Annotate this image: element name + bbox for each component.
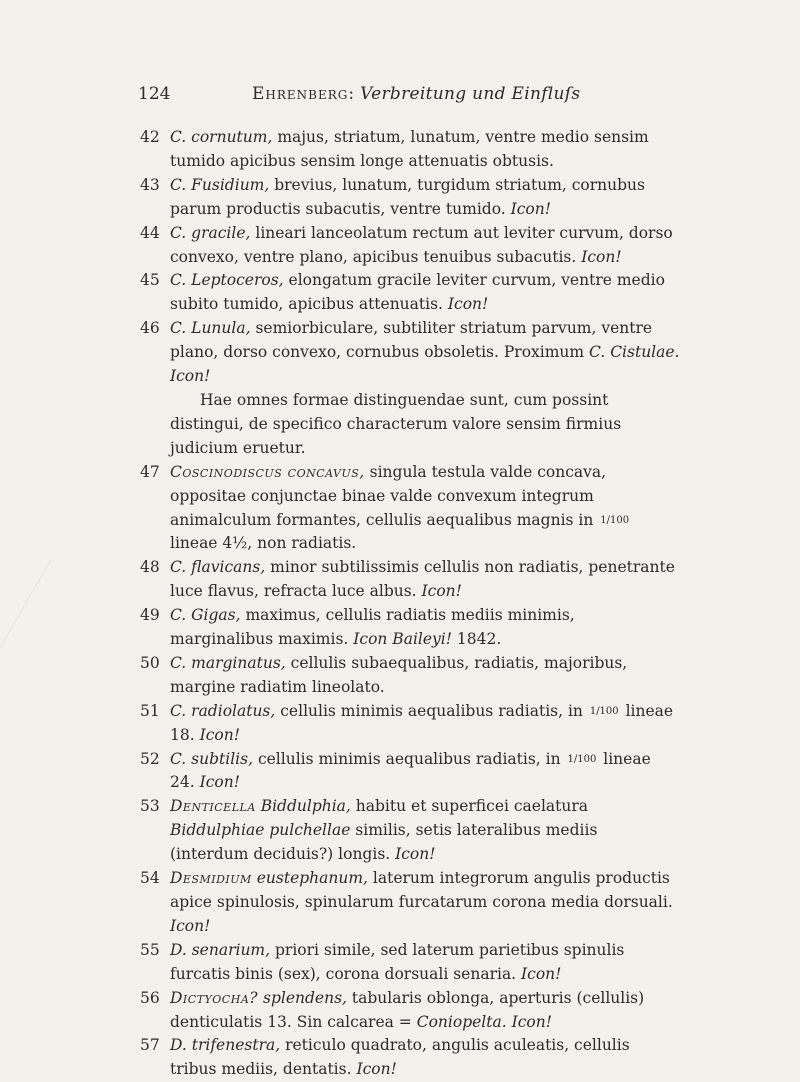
header-author: Ehrenberg [252,84,349,104]
entry-43: 43 C. Fusidium, brevius, lunatum, turgidum striatum, cornubus parum productis subacutis, ventre tumido. Icon! [140,175,645,218]
entry-51: 51 C. radiolatus, cellulis minimis aequalibus radiatis, in 1/100 lineae 18. Icon! [140,701,674,744]
entry-53: 53 Denticella Biddulphia, habitu et superficei caelatura Biddulphiae pulchellae similis, setis lateralibus mediis (interdum deciduis?) longis. Icon! [140,797,598,864]
entry-57: 57 D. trifenestra, reticulo quadrato, angulis aculeatis, cellulis tribus mediis, dentatis. Icon! [140,1036,630,1079]
entry-50: 50 C. marginatus, cellulis subaequalibus, radiatis, majoribus, margine radiatim lineolato. [140,653,628,696]
entry-46: 46 C. Lunula, semiorbiculare, subtiliter striatum parvum, ventre plano, dorso convexo, cornubus obsoletis. Proximum C. Cistulae. Icon! [140,319,680,386]
entry-55: 55 D. senarium, priori simile, sed laterum parietibus spinulis furcatis binis (sex), corona dorsuali senaria. Icon! [140,940,625,983]
remark-paragraph: Hae omnes formae distinguendae sunt, cum possint distingui, de specifico characterum valore sensim firmius judicium eruetur. [170,390,622,457]
species-list [140,126,680,1082]
entry-47: 47 Coscinodiscus concavus, singula testula valde concava, oppositae conjunctae binae valde convexum integrum animalculum formantes, cellulis aequalibus magnis in 1/100 lineae 4½, non radiatis. [140,462,630,553]
entry-52: 52 C. subtilis, cellulis minimis aequalibus radiatis, in 1/100 lineae 24. Icon! [140,749,651,792]
entry-44: 44 C. gracile, lineari lanceolatum rectum aut leviter curvum, dorso convexo, ventre plano, apicibus tenuibus subacutis. Icon! [140,223,673,266]
entry-54: 54 Desmidium eustephanum, laterum integrorum angulis productis apice spinulosis, spinularum furcatarum corona media dorsuali. Icon! [140,869,673,935]
entry-42: 42 C. cornutum, majus, striatum, lunatum, ventre medio sensim tumido apicibus sensim longe attenuatis obtusis. [140,128,649,170]
entry-56: 56 Dictyocha? splendens, tabularis oblonga, aperturis (cellulis) denticulatis 13. Sin calcarea = Coniopelta. Icon! [140,988,645,1031]
header-separator: : [348,84,361,104]
entry-48: 48 C. flavicans, minor subtilissimis cellulis non radiatis, penetrante luce flavus, refracta luce albus. Icon! [140,558,675,601]
entry-45: 45 C. Leptoceros, elongatum gracile leviter curvum, ventre medio subito tumido, apicibus attenuatis. Icon! [140,271,665,314]
running-header [252,84,580,104]
entry-49: 49 C. Gigas, maximus, cellulis radiatis mediis minimis, marginalibus maximis. Icon Baileyi! 1842. [140,606,575,649]
page-number: 124 [138,84,171,104]
header-title-text: Verbreitung und Einfluſs [360,84,581,104]
